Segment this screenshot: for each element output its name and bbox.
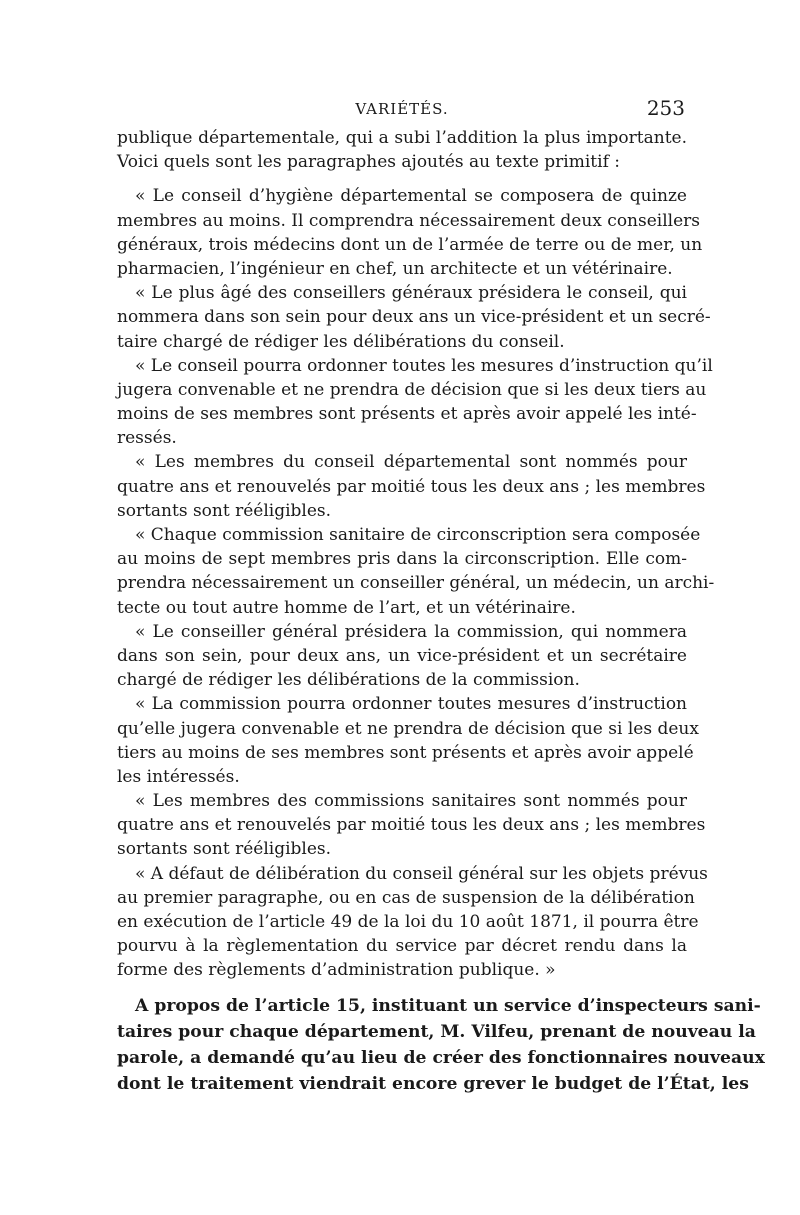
text-line: nommera dans son sein pour deux ans un vice-président et un secré- — [117, 307, 711, 328]
quote-paragraph — [117, 450, 706, 523]
text-line: en exécution de l’article 49 de la loi du 10 août 1871, il pourra être — [117, 912, 699, 932]
quote-paragraph — [117, 281, 711, 354]
text-line: « A défaut de délibération du conseil général sur les objets prévus — [135, 863, 708, 884]
text-line: « Le conseiller général présidera la commission, qui nommera — [135, 621, 687, 642]
text-line: quatre ans et renouvelés par moitié tous les deux ans ; les membres — [117, 815, 706, 836]
text-line: quatre ans et renouvelés par moitié tous les deux ans ; les membres — [117, 476, 706, 497]
quote-paragraph — [117, 862, 708, 983]
text-line: pharmacien, l’ingénieur en chef, un architecte et un vétérinaire. — [117, 258, 673, 279]
text-line: publique départementale, qui a subi l’addition la plus importante. — [117, 128, 687, 148]
text-line: forme des règlements d’administration publique. » — [117, 960, 556, 981]
document-page — [117, 96, 765, 1097]
text-line: A propos de l’article 15, instituant un service d’inspecteurs sani- — [135, 995, 761, 1016]
text-line: pourvu à la règlementation du service par décret rendu dans la — [117, 936, 687, 957]
text-line: taire chargé de rédiger les délibérations du conseil. — [117, 331, 565, 352]
text-line: « Les membres du conseil départemental sont nommés pour — [135, 452, 687, 473]
quote-paragraph — [117, 789, 706, 862]
text-line: « Le conseil pourra ordonner toutes les mesures d’instruction qu’il — [135, 355, 713, 376]
text-line: tiers au moins de ses membres sont présents et après avoir appelé — [117, 742, 694, 763]
text-line: « Le conseil d’hygiène départemental se composera de quinze — [135, 186, 687, 207]
text-line: « Chaque commission sanitaire de circonscription sera composée — [135, 525, 701, 545]
section-title: VARIÉTÉS. — [355, 100, 449, 118]
text-line: généraux, trois médecins dont un de l’armée de terre ou de mer, un — [117, 234, 703, 255]
quote-paragraph — [117, 523, 715, 620]
page-number: 253 — [646, 96, 685, 120]
text-line: tecte ou tout autre homme de l’art, et un vétérinaire. — [117, 597, 576, 618]
text-line: taires pour chaque département, M. Vilfeu, prenant de nouveau la — [117, 1021, 756, 1042]
quote-paragraph — [117, 620, 687, 693]
narrative-paragraph — [117, 993, 765, 1097]
quote-paragraph — [117, 692, 699, 789]
text-line: jugera convenable et ne prendra de décision que si les deux tiers au — [117, 379, 707, 400]
quote-paragraph — [117, 354, 713, 451]
text-line: « Le plus âgé des conseillers généraux présidera le conseil, qui — [135, 283, 687, 304]
text-line: ressés. — [117, 428, 177, 449]
text-line: sortants sont rééligibles. — [117, 839, 332, 860]
running-head — [117, 96, 687, 126]
text-line: dans son sein, pour deux ans, un vice-président et un secrétaire — [117, 645, 687, 666]
text-line: qu’elle jugera convenable et ne prendra de décision que si les deux — [117, 718, 699, 739]
text-line: moins de ses membres sont présents et après avoir appelé les inté- — [117, 404, 697, 425]
text-line: au moins de sept membres pris dans la circonscription. Elle com- — [117, 549, 687, 570]
text-line: sortants sont rééligibles. — [117, 500, 332, 521]
quote-paragraph — [117, 184, 703, 281]
text-line: chargé de rédiger les délibérations de la commission. — [117, 670, 580, 691]
text-line: dont le traitement viendrait encore grever le budget de l’État, les — [117, 1073, 749, 1094]
text-line: les intéressés. — [117, 766, 240, 787]
intro-paragraph — [117, 126, 687, 174]
text-line: « Les membres des commissions sanitaires sont nommés pour — [135, 791, 687, 812]
quoted-law-text — [117, 184, 715, 982]
text-line: parole, a demandé qu’au lieu de créer des fonctionnaires nouveaux — [117, 1047, 765, 1068]
text-line: prendra nécessairement un conseiller général, un médecin, un archi- — [117, 573, 715, 594]
text-line: Voici quels sont les paragraphes ajoutés au texte primitif : — [117, 152, 620, 173]
text-line: membres au moins. Il comprendra nécessairement deux conseillers — [117, 210, 701, 231]
text-line: au premier paragraphe, ou en cas de suspension de la délibération — [117, 887, 695, 908]
text-line: « La commission pourra ordonner toutes mesures d’instruction — [135, 694, 687, 715]
